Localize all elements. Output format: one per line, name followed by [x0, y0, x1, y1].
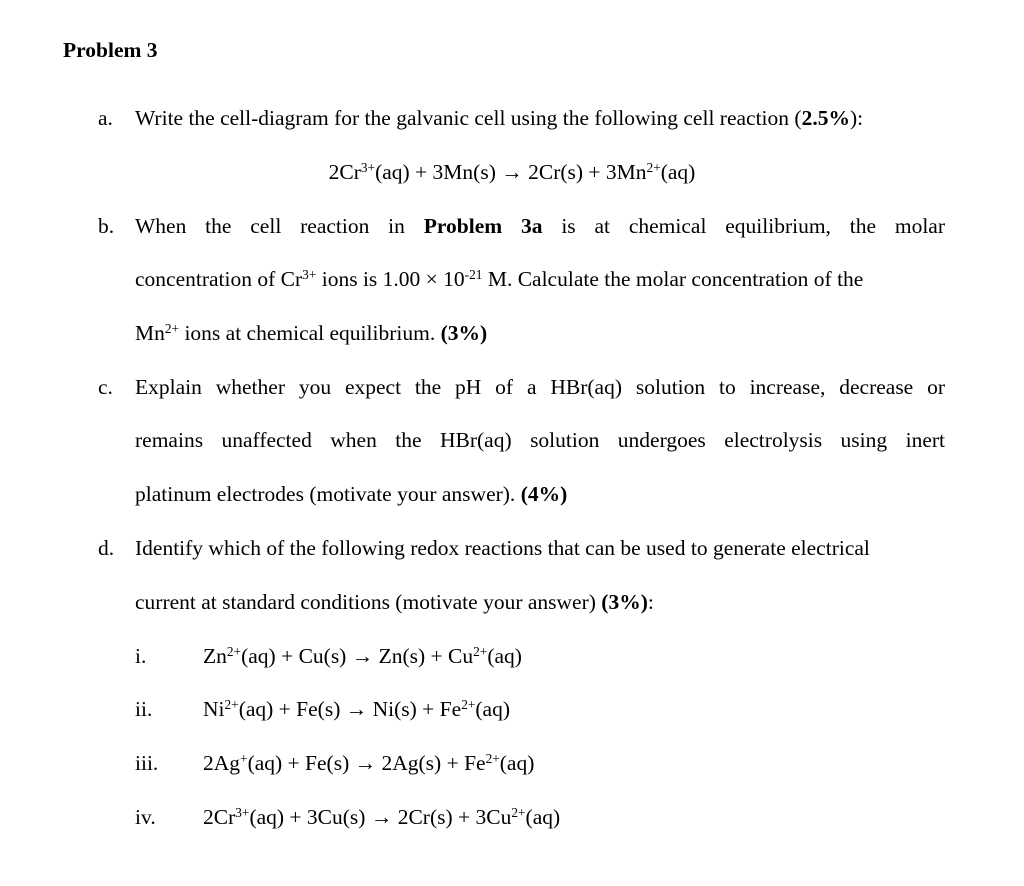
text-segment: ions is 1.00 × 10: [316, 267, 465, 291]
eq-charge: 3+: [360, 159, 376, 175]
part-c-line-2: remains unaffected when the HBr(aq) solution undergoes electrolysis using inert: [135, 428, 945, 452]
eq-part: Ni: [203, 697, 225, 721]
part-b-line-2: [135, 266, 864, 291]
part-b-line-1: [135, 216, 945, 238]
part-d-line-2: [135, 592, 654, 614]
problem-title: Problem 3: [63, 38, 158, 62]
part-b-line-3: [135, 320, 488, 345]
part-d-label: d.: [98, 536, 115, 560]
text-segment: :: [647, 590, 654, 614]
part-c-weight: (4%): [520, 482, 568, 506]
reaction-equation: [203, 643, 522, 668]
eq-part: 2Ag: [203, 751, 241, 775]
part-d-line-1: Identify which of the following redox reactions that can be used to generate electrical: [135, 536, 870, 560]
eq-part: Zn: [203, 644, 227, 668]
part-b-weight: (3%): [440, 321, 488, 345]
eq-charge: 2+: [226, 643, 242, 659]
text-segment: platinum electrodes (motivate your answer).: [135, 482, 521, 506]
text-segment: concentration of Cr: [135, 267, 303, 291]
reaction-equation: [203, 804, 561, 829]
eq-part: (aq): [475, 697, 510, 721]
part-c-line-1: Explain whether you expect the pH of a HBr(aq) solution to increase, decrease or: [135, 375, 945, 399]
eq-part: (aq) + 3Mn(s) → 2Cr(s) + 3Mn: [375, 160, 647, 184]
eq-charge: 2+: [473, 643, 488, 659]
ion-charge: 3+: [302, 266, 317, 282]
text-segment: Mn: [135, 321, 165, 345]
eq-part: (aq): [499, 751, 535, 775]
eq-part: (aq) + Cu(s) → Zn(s) + Cu: [241, 644, 474, 668]
eq-charge: 2+: [461, 696, 476, 712]
part-a-text-1: Write the cell-diagram for the galvanic cell using the following cell reaction (: [135, 106, 802, 130]
part-a-weight: 2.5%: [801, 106, 850, 130]
text-segment: M. Calculate the molar concentration of the: [482, 267, 864, 291]
text-segment: When the cell reaction in: [135, 214, 405, 238]
text-segment: current at standard conditions (motivate your answer): [135, 590, 602, 614]
eq-charge: 2+: [646, 159, 661, 175]
eq-part: (aq): [660, 160, 696, 184]
reaction-label: iv.: [135, 805, 156, 829]
part-a-text-2: ):: [849, 106, 864, 130]
part-a-equation: [0, 159, 1024, 184]
eq-charge: +: [240, 750, 248, 766]
reaction-label: ii.: [135, 697, 153, 721]
eq-charge: 3+: [235, 804, 250, 820]
text-segment: is at chemical equilibrium, the molar: [561, 214, 946, 238]
reaction-label: iii.: [135, 751, 159, 775]
eq-part: 2Cr: [203, 805, 236, 829]
eq-charge: 2+: [224, 696, 239, 712]
reaction-equation: [203, 750, 535, 775]
part-c-label: c.: [98, 375, 113, 399]
part-a-label: a.: [98, 106, 113, 130]
text-segment: ions at chemical equilibrium.: [179, 321, 441, 345]
eq-part: (aq) + 3Cu(s) → 2Cr(s) + 3Cu: [249, 805, 512, 829]
eq-charge: 2+: [511, 804, 526, 820]
reaction-equation: [203, 696, 510, 721]
eq-part: (aq) + Fe(s) → 2Ag(s) + Fe: [247, 751, 486, 775]
ion-charge: 2+: [164, 320, 180, 336]
part-c-line-3: [135, 484, 567, 506]
eq-part: (aq) + Fe(s) → Ni(s) + Fe: [238, 697, 462, 721]
eq-charge: 2+: [485, 750, 500, 766]
part-b-label: b.: [98, 214, 115, 238]
part-a-text: [135, 108, 863, 130]
part-d-weight: (3%): [601, 590, 648, 614]
problem-reference: Problem 3a: [423, 214, 543, 238]
exponent: -21: [464, 266, 483, 282]
reaction-label: i.: [135, 644, 147, 668]
eq-part: (aq): [525, 805, 561, 829]
eq-part: (aq): [487, 644, 522, 668]
eq-part: 2Cr: [328, 160, 361, 184]
